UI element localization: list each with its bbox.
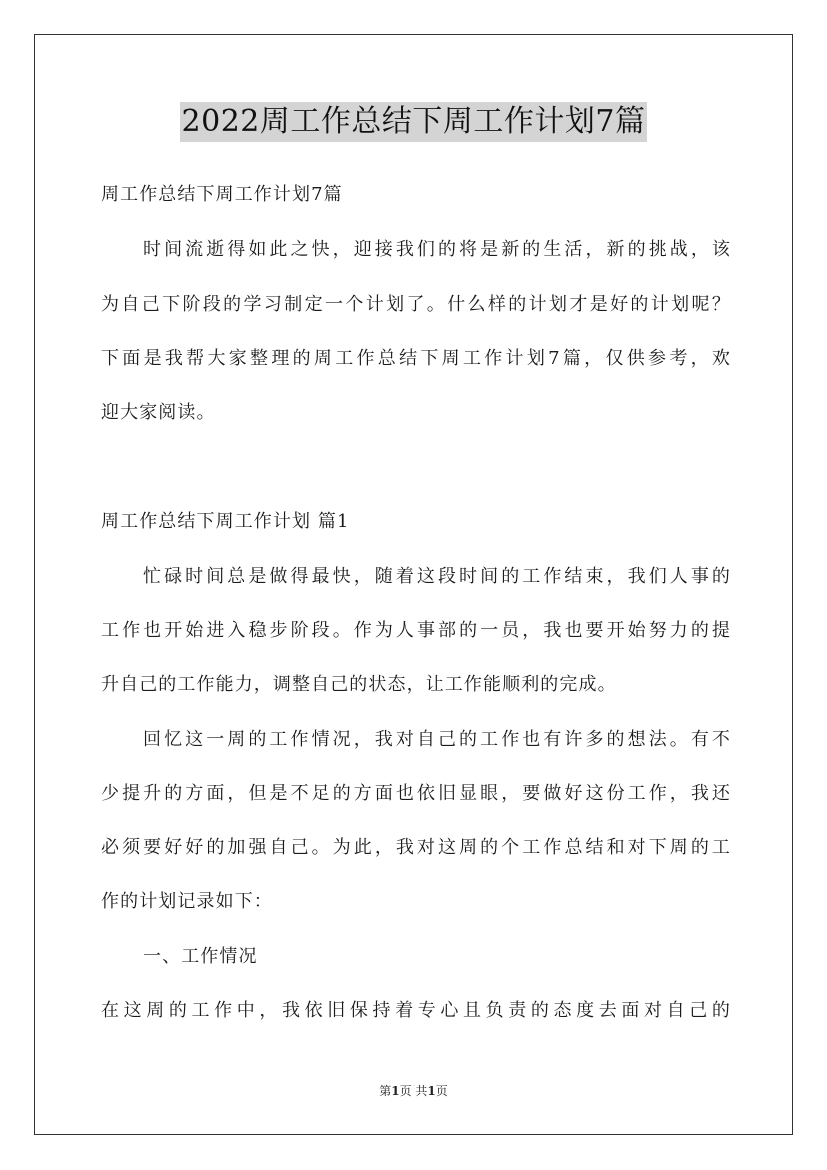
title-container bbox=[0, 102, 827, 142]
paragraph-line: 下面是我帮大家整理的周工作总结下周工作计划7篇，仅供参考，欢 bbox=[101, 348, 731, 369]
paragraph-line: 时间流逝得如此之快，迎接我们的将是新的生活，新的挑战，该 bbox=[143, 239, 731, 260]
section-heading: 周工作总结下周工作计划 篇1 bbox=[101, 511, 350, 532]
paragraph-line: 升自己的工作能力，调整自己的状态，让工作能顺利的完成。 bbox=[101, 674, 617, 695]
document-title: 2022周工作总结下周工作计划7篇 bbox=[180, 102, 648, 142]
footer-prefix: 第 bbox=[379, 1084, 392, 1098]
paragraph-line: 少提升的方面，但是不足的方面也依旧显眼，要做好这份工作，我还 bbox=[101, 783, 731, 804]
paragraph-line: 在这周的工作中，我依旧保持着专心且负责的态度去面对自己的 bbox=[101, 1000, 731, 1021]
paragraph-line: 作的计划记录如下： bbox=[101, 891, 273, 912]
page-footer bbox=[0, 1083, 827, 1099]
paragraph-line: 必须要好好的加强自己。为此，我对这周的个工作总结和对下周的工 bbox=[101, 837, 731, 858]
paragraph-line: 为自己下阶段的学习制定一个计划了。什么样的计划才是好的计划呢？ bbox=[101, 294, 731, 315]
footer-suffix: 页 bbox=[435, 1084, 448, 1098]
footer-total-pages: 1 bbox=[427, 1084, 436, 1098]
subsection-heading: 一、工作情况 bbox=[143, 946, 258, 967]
paragraph-line: 迎大家阅读。 bbox=[101, 402, 216, 423]
footer-current-page: 1 bbox=[391, 1084, 400, 1098]
footer-middle: 页 共 bbox=[399, 1084, 428, 1098]
paragraph-line: 忙碌时间总是做得最快，随着这段时间的工作结束，我们人事的 bbox=[143, 566, 731, 587]
subtitle-line: 周工作总结下周工作计划7篇 bbox=[101, 184, 343, 205]
paragraph-line: 回忆这一周的工作情况，我对自己的工作也有许多的想法。有不 bbox=[143, 729, 731, 750]
paragraph-line: 工作也开始进入稳步阶段。作为人事部的一员，我也要开始努力的提 bbox=[101, 620, 731, 641]
